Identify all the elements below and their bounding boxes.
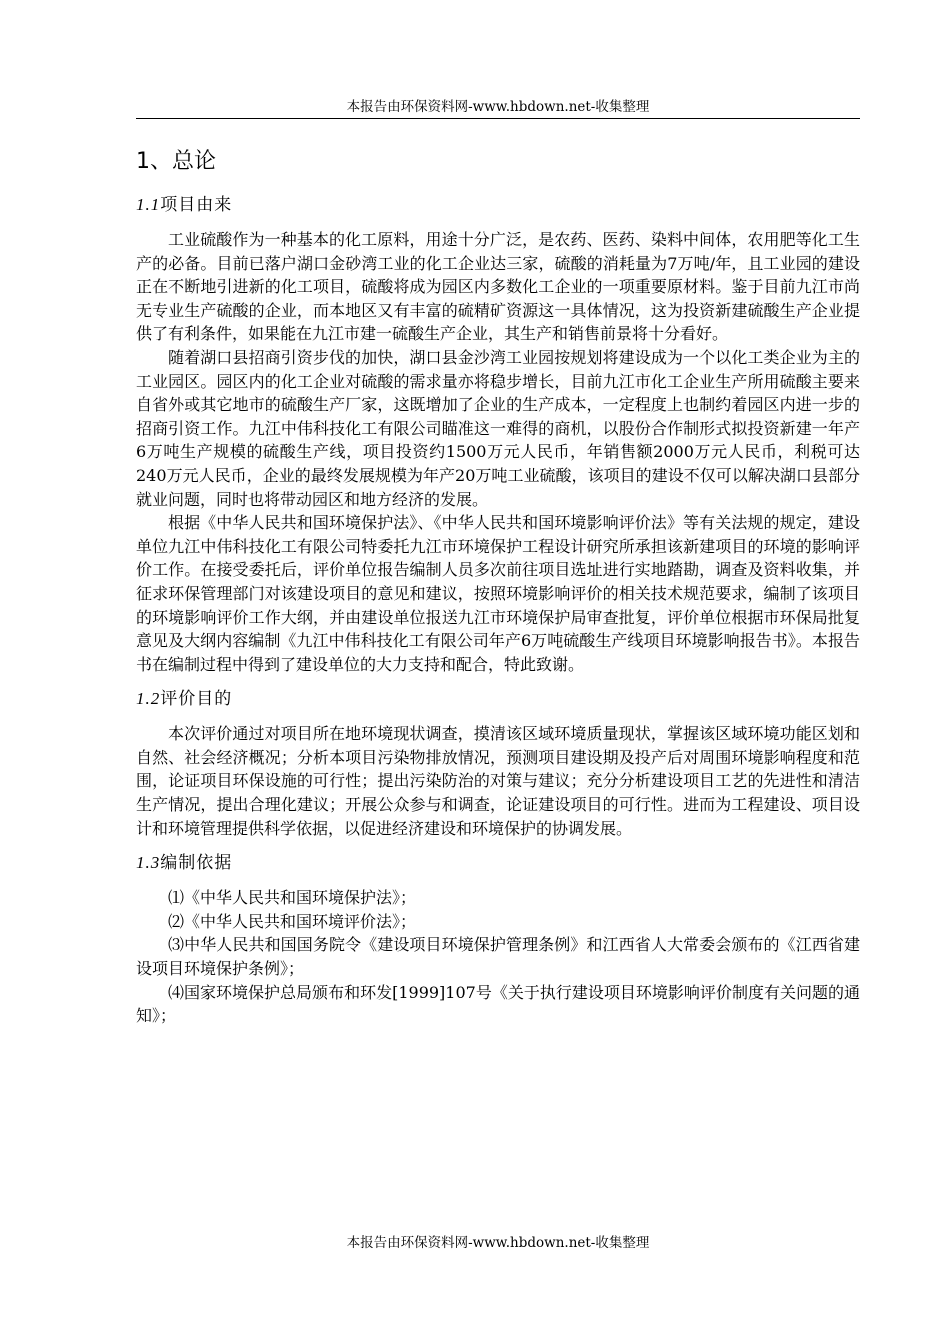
section-number: 1.1 (136, 195, 161, 214)
list-item: ⑴《中华人民共和国环境保护法》； (168, 888, 417, 908)
paragraph: 根据《中华人民共和国环境保护法》、《中华人民共和国环境影响评价法》等有关法规的规定，建设单位九江中伟科技化工有限公司特委托九江市环境保护工程设计研究所承担该新建项目的环境的影响评价工作。在接受委托后，评价单位报告编制人员多次前往项目选址进行实地踏勘，调查及资料收集，并征求环保管理部门对该建设项目的意见和建议，按照环境影响评价的相关技术规范要求，编制了该项目的环境影响评价工作大纲，并由建设单位报送九江市环境保护局审查批复，评价单位根据市环保局批复意见及大纲内容编制《九江中伟科技化工有限公司年产6万吨硫酸生产线项目环境影响报告书》。本报告书在编制过程中得到了建设单位的大力支持和配合，特此致谢。 (136, 513, 860, 674)
section-heading (136, 850, 860, 876)
section-number: 1.2 (136, 689, 161, 709)
page-footer: 本报告由环保资料网-www.hbdown.net-收集整理 (346, 1235, 650, 1251)
paragraph: 随着湖口县招商引资步伐的加快，湖口县金沙湾工业园按规划将建设成为一个以化工类企业为主的工业园区。园区内的化工企业对硫酸的需求量亦将稳步增长，目前九江市化工企业生产所用硫酸主要来自省外或其它地市的硫酸生产厂家，这既增加了企业的生产成本，一定程度上也制约着园区内进一步的招商引资工作。九江中伟科技化工有限公司瞄准这一难得的商机，以股份合作制形式拟投资新建一年产6万吨生产规模的硫酸生产线，项目投资约1500万元人民币，年销售额2000万元人民币，利税可达240万元人民币，企业的最终发展规模为年产20万吨工业硫酸，该项目的建设不仅可以解决湖口县部分就业问题，同时也将带动园区和地方经济的发展。 (136, 347, 860, 509)
paragraph: 本次评价通过对项目所在地环境现状调查，摸清该区域环境质量现状，掌握该区域环境功能区划和自然、社会经济概况；分析本项目污染物排放情况，预测项目建设期及投产后对周围环境影响程度和范围，论证项目环保设施的可行性；提出污染防治的对策与建议；充分分析建设项目工艺的先进性和清洁生产情况，提出合理化建议；开展公众参与和调查，论证建设项目的可行性。进而为工程建设、项目设计和环境管理提供科学依据，以促进经济建设和环境保护的协调发展。 (136, 724, 860, 838)
list-item: ⑶中华人民共和国国务院令《建设项目环境保护管理条例》和江西省人大常委会颁布的《江西省建设项目环境保护条例》； (136, 935, 860, 979)
list-item: ⑵《中华人民共和国环境评价法》； (168, 911, 417, 931)
section-number: 1.3 (136, 853, 161, 873)
section-heading (136, 192, 860, 218)
header-rule (136, 118, 860, 119)
list-item: ⑷国家环境保护总局颁布和环发[1999]107号《关于执行建设项目环境影响评价制度有关问题的通知》； (136, 982, 860, 1026)
paragraph: 工业硫酸作为一种基本的化工原料，用途十分广泛，是农药、医药、染料中间体，农用肥等化工生产的必备。目前已落户湖口金砂湾工业的化工企业达三家，硫酸的消耗量为7万吨/年，且工业园的建设正在不断地引进新的化工项目，硫酸将成为园区内多数化工企业的一项重要原材料。鉴于目前九江市尚无专业生产硫酸的企业，而本地区又有丰富的硫精矿资源这一具体情况，这为投资新建硫酸生产企业提供了有利条件，如果能在九江市建一硫酸生产企业，其生产和销售前景将十分看好。 (136, 230, 860, 344)
document-body (136, 146, 860, 1028)
page-header: 本报告由环保资料网-www.hbdown.net-收集整理 (346, 99, 650, 115)
section-heading (136, 686, 860, 712)
section-title: 项目由来 (160, 195, 233, 215)
section-title: 评价目的 (160, 689, 233, 710)
chapter-title: 1、总论 (136, 149, 216, 174)
section-title: 编制依据 (160, 853, 233, 874)
